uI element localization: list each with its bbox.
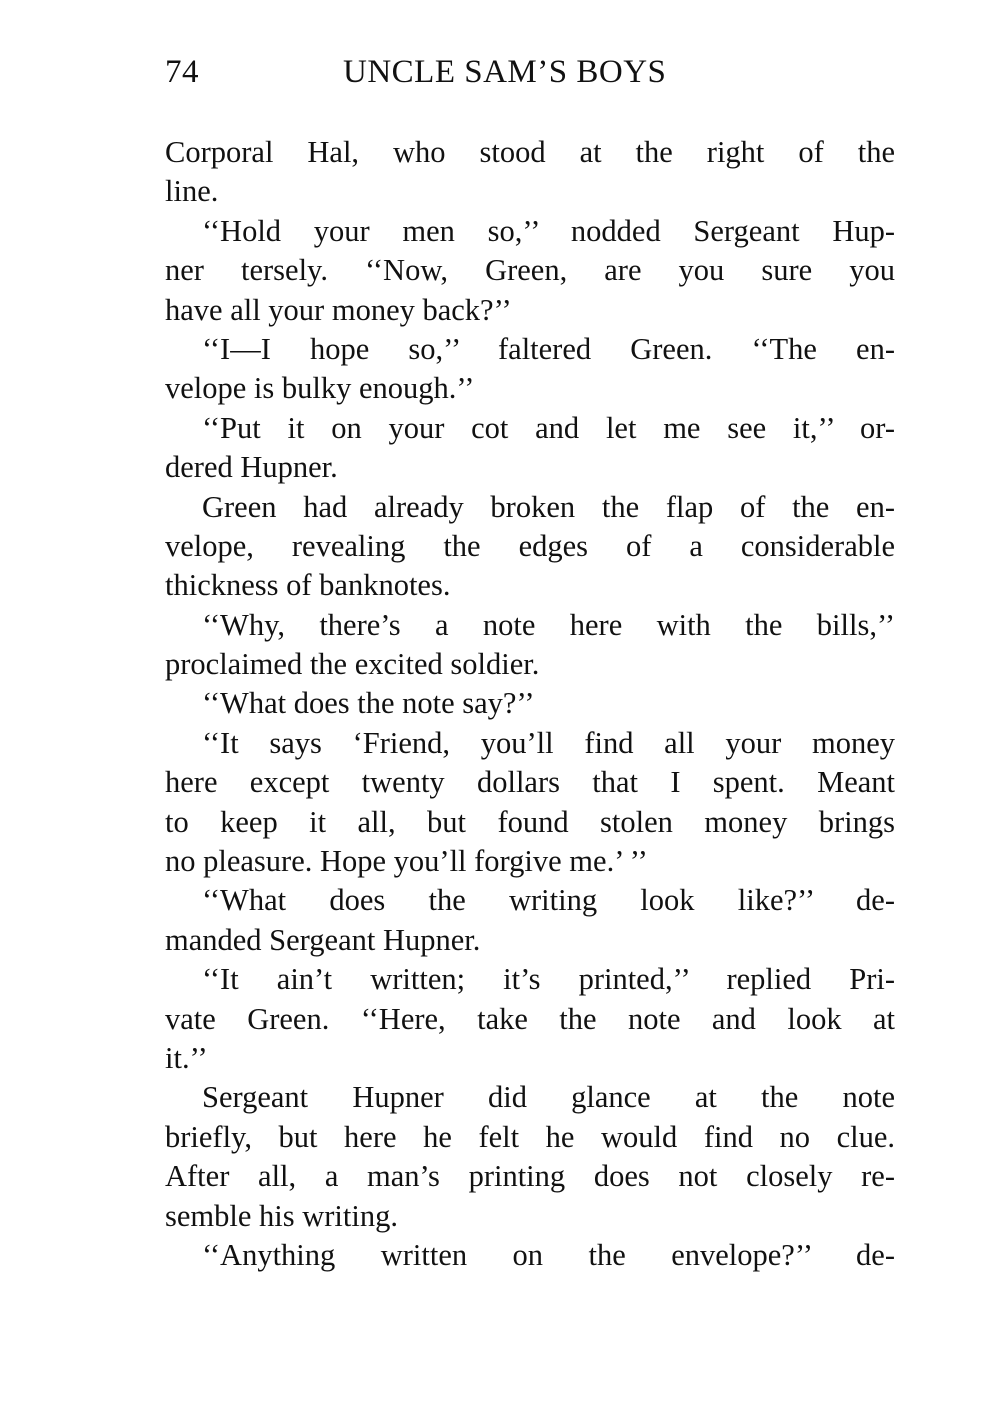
text-line: Corporal Hal, who stood at the right of the (165, 135, 895, 169)
text-line: semble his writing. (165, 1198, 398, 1233)
running-head (165, 50, 895, 94)
text-line: ‘‘Why, there’s a note here with the bills,’’ (202, 607, 895, 642)
text-line: ‘‘I—I hope so,’’ faltered Green. ‘‘The en- (202, 331, 895, 366)
text-line: ner tersely. ‘‘Now, Green, are you sure you (165, 253, 895, 288)
text-line: velope, revealing the edges of a considerable (165, 528, 895, 563)
text-line: ‘‘It ain’t written; it’s printed,’’ replied Pri- (202, 962, 895, 997)
text-line: briefly, but here he felt he would find no clue. (165, 1119, 895, 1154)
text-line: dered Hupner. (165, 450, 338, 485)
body-text (165, 133, 895, 1275)
text-line: proclaimed the excited soldier. (165, 647, 540, 682)
text-line: ‘‘Put it on your cot and let me see it,’’ or- (202, 410, 895, 445)
text-line: to keep it all, but found stolen money brings (165, 804, 895, 839)
text-line: it.’’ (165, 1040, 208, 1075)
text-line: have all your money back?’’ (165, 292, 512, 327)
text-line: After all, a man’s printing does not closely re- (165, 1159, 895, 1194)
text-line: velope is bulky enough.’’ (165, 371, 475, 406)
text-line: thickness of banknotes. (165, 568, 451, 603)
text-line: ‘‘Anything written on the envelope?’’ de- (202, 1237, 895, 1272)
text-line: vate Green. ‘‘Here, take the note and look at (165, 1001, 895, 1036)
text-line: no pleasure. Hope you’ll forgive me.’ ’’ (165, 844, 648, 879)
text-line: Sergeant Hupner did glance at the note (202, 1080, 895, 1115)
text-line: manded Sergeant Hupner. (165, 922, 481, 957)
text-line: line. (165, 174, 219, 209)
text-line: here except twenty dollars that I spent. Meant (165, 765, 895, 800)
running-title: UNCLE SAM’S BOYS (343, 54, 667, 90)
text-line: ‘‘What does the note say?’’ (202, 686, 535, 721)
text-line: ‘‘What does the writing look like?’’ de- (202, 883, 895, 918)
page-number: 74 (165, 54, 199, 90)
text-line: Green had already broken the flap of the en- (202, 489, 895, 524)
text-line: ‘‘It says ‘Friend, you’ll find all your money (202, 725, 895, 760)
text-line: ‘‘Hold your men so,’’ nodded Sergeant Hup- (202, 213, 895, 248)
